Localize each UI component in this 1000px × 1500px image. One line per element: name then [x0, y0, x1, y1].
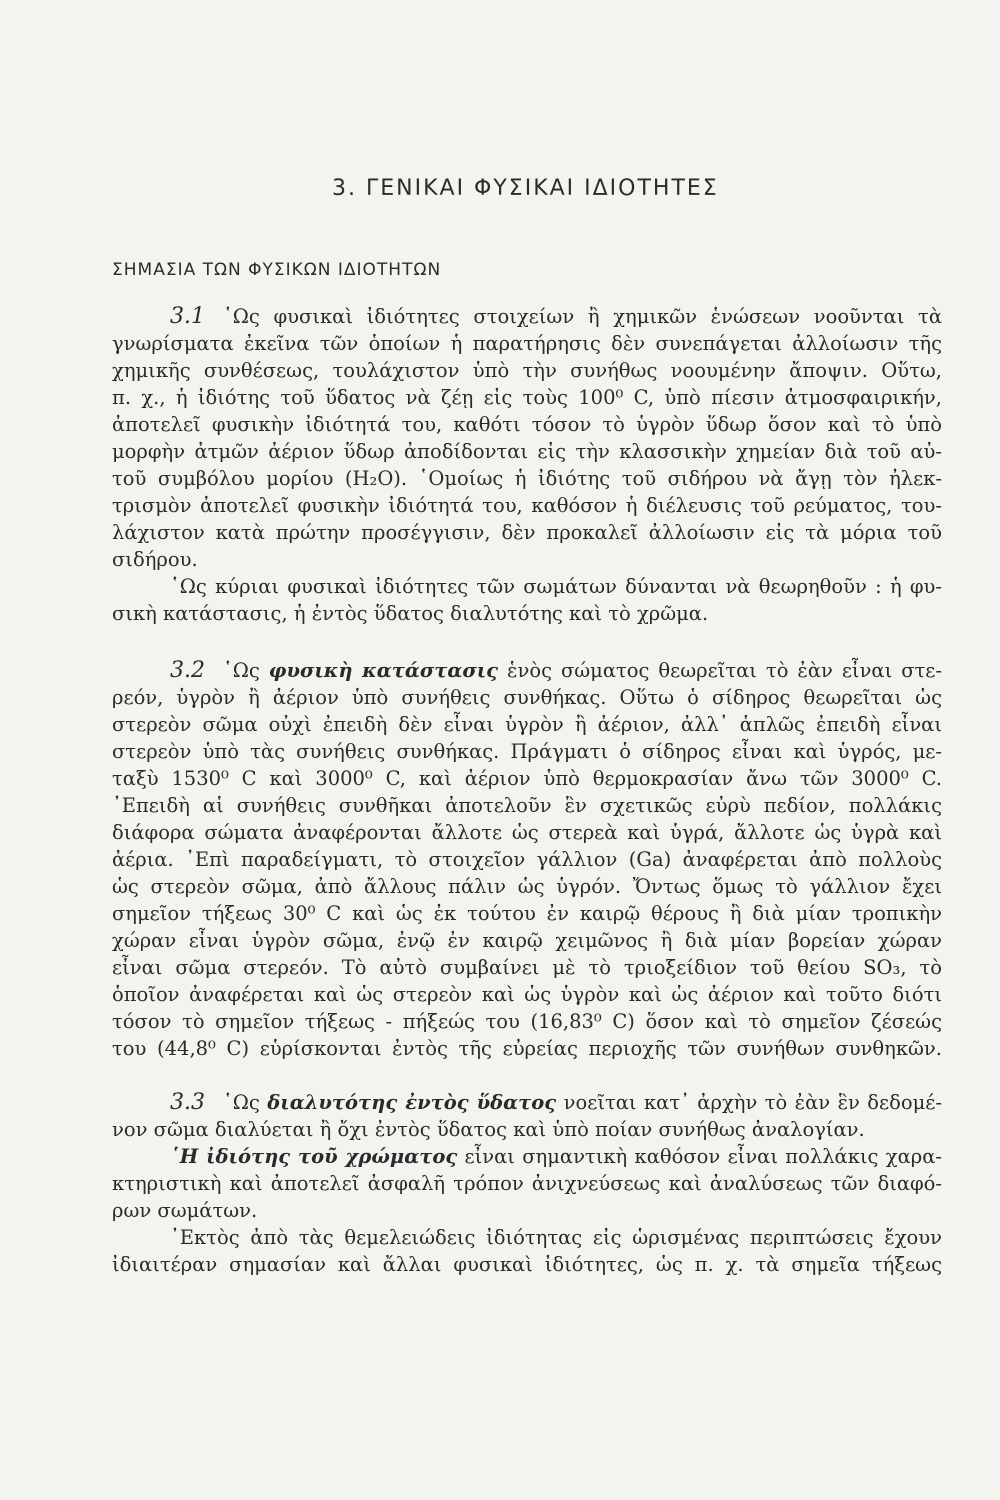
paragraph-line: ἰδιαιτέραν σημασίαν καὶ ἄλλαι φυσικαὶ ἰδιότητες, ὡς π. χ. τὰ σημεῖα τήξεως [112, 1253, 942, 1276]
section-number: 3.1 [170, 304, 205, 329]
paragraph-line: 3.1 ῾Ως φυσικαὶ ἰδιότητες στοιχείων ἢ χημικῶν ἑνώσεων νοοῦνται τὰ [170, 304, 942, 329]
section-3-2 [112, 657, 942, 1062]
term-solubility: διαλυτότης ἐντὸς ὕδατος [267, 1091, 557, 1114]
paragraph-line: λάχιστον κατὰ πρώτην προσέγγισιν, δὲν προκαλεῖ ἀλλοίωσιν εἰς τὰ μόρια τοῦ [112, 521, 942, 544]
paragraph-line: στερεὸν σῶμα οὐχὶ ἐπειδὴ δὲν εἶναι ὑγρὸν ἢ ἀέριον, ἀλλ᾽ ἁπλῶς ἐπειδὴ εἶναι [112, 713, 942, 736]
section-number: 3.2 [170, 658, 205, 683]
paragraph-line: 3.2 ῾Ως φυσικὴ κατάστασις ἑνὸς σώματος θεωρεῖται τὸ ἐὰν εἶναι στε- [170, 658, 942, 683]
paragraph-line: νον σῶμα διαλύεται ἢ ὄχι ἐντὸς ὕδατος καὶ ὑπὸ ποίαν συνήθως ἀναλογίαν. [112, 1118, 865, 1141]
paragraph-line: ρων σωμάτων. [112, 1199, 258, 1222]
paragraph-line: τρισμὸν ἀποτελεῖ φυσικὴν ἰδιότητά του, καθόσον ἡ διέλευσις τοῦ ρεύματος, του- [112, 494, 942, 517]
paragraph-line: σιδήρου. [112, 548, 198, 571]
paragraph-line: ταξὺ 1530⁰ C καὶ 3000⁰ C, καὶ ἀέριον ὑπὸ θερμοκρασίαν ἄνω τῶν 3000⁰ C. [112, 767, 942, 790]
paragraph-line: του (44,8⁰ C) εὑρίσκονται ἐντὸς τῆς εὐρείας περιοχῆς τῶν συνήθων συνθηκῶν. [112, 1037, 942, 1060]
term-colour: ῾Η ἰδιότης τοῦ χρώματος [170, 1145, 458, 1168]
paragraph-line: γνωρίσματα ἐκεῖνα τῶν ὁποίων ἡ παρατήρησις δὲν συνεπάγεται ἀλλοίωσιν τῆς [112, 332, 942, 355]
paragraph-line: τόσον τὸ σημεῖον τήξεως - πήξεώς του (16,83⁰ C) ὅσον καὶ τὸ σημεῖον ζέσεώς [112, 1010, 942, 1033]
paragraph-line: σημεῖον τήξεως 30⁰ C καὶ ὡς ἐκ τούτου ἐν καιρῷ θέρους ἢ διὰ μίαν τροπικὴν [112, 902, 942, 925]
term-physical-state: φυσικὴ κατάστασις [268, 659, 499, 682]
section-3-3 [112, 1089, 942, 1278]
paragraph-line: ᾿Επειδὴ αἱ συνήθεις συνθῆκαι ἀποτελοῦν ἓν σχετικῶς εὐρὺ πεδίον, πολλάκις [112, 794, 942, 817]
paragraph-line: ὡς στερεὸν σῶμα, ἀπὸ ἄλλους πάλιν ὡς ὑγρόν. Ὄντως ὅμως τὸ γάλλιον ἔχει [112, 875, 942, 898]
paragraph-line: τοῦ συμβόλου μορίου (H₂O). ῾Ομοίως ἡ ἰδιότης τοῦ σιδήρου νὰ ἄγῃ τὸν ἠλεκ- [112, 467, 942, 490]
paragraph-line: σικὴ κατάστασις, ἡ ἐντὸς ὕδατος διαλυτότης καὶ τὸ χρῶμα. [112, 602, 709, 625]
paragraph-line: στερεὸν ὑπὸ τὰς συνήθεις συνθήκας. Πράγματι ὁ σίδηρος εἶναι καὶ ὑγρός, με- [112, 740, 942, 763]
section-heading: ΣΗΜΑΣΙΑ ΤΩΝ ΦΥΣΙΚΩΝ ΙΔΙΟΤΗΤΩΝ [112, 260, 442, 280]
paragraph-line: ὁποῖον ἀναφέρεται καὶ ὡς στερεὸν καὶ ὡς ὑγρὸν καὶ ὡς ἀέριον καὶ τοῦτο διότι [112, 983, 942, 1006]
paragraph-line: ρεόν, ὑγρὸν ἢ ἀέριον ὑπὸ συνήθεις συνθήκας. Οὕτω ὁ σίδηρος θεωρεῖται ὡς [112, 686, 942, 709]
paragraph-line: ῾Η ἰδιότης τοῦ χρώματος εἶναι σημαντικὴ καθόσον εἶναι πολλάκις χαρα- [170, 1145, 942, 1168]
paragraph-line: ῾Ως κύριαι φυσικαὶ ἰδιότητες τῶν σωμάτων δύνανται νὰ θεωρηθοῦν : ἡ φυ- [170, 575, 942, 598]
paragraph-line: ἀέρια. ᾿Επὶ παραδείγματι, τὸ στοιχεῖον γάλλιον (Ga) ἀναφέρεται ἀπὸ πολλοὺς [112, 848, 942, 871]
paragraph-line: χημικῆς συνθέσεως, τουλάχιστον ὑπὸ τὴν συνήθως νοουμένην ἄποψιν. Οὕτω, [112, 359, 942, 382]
paragraph-line: ᾿Εκτὸς ἀπὸ τὰς θεμελειώδεις ἰδιότητας εἰς ὡρισμένας περιπτώσεις ἔχουν [170, 1226, 942, 1249]
chapter-title: 3. ΓΕΝΙΚΑΙ ΦΥΣΙΚΑΙ ΙΔΙΟΤΗΤΕΣ [332, 176, 719, 201]
section-number: 3.3 [170, 1090, 205, 1115]
paragraph-line: χώραν εἶναι ὑγρὸν σῶμα, ἐνῷ ἐν καιρῷ χειμῶνος ἢ διὰ μίαν βορείαν χώραν [112, 929, 942, 952]
section-3-1 [112, 303, 942, 627]
body-text [112, 303, 942, 1278]
paragraph-line: κτηριστικὴ καὶ ἀποτελεῖ ἀσφαλῆ τρόπον ἀνιχνεύσεως καὶ ἀναλύσεως τῶν διαφό- [112, 1172, 942, 1195]
paragraph-line: π. χ., ἡ ἰδιότης τοῦ ὕδατος νὰ ζέῃ εἰς τοὺς 100⁰ C, ὑπὸ πίεσιν ἀτμοσφαιρικήν, [112, 386, 942, 409]
paragraph-line: μορφὴν ἀτμῶν ἀέριον ὕδωρ ἀποδίδονται εἰς τὴν κλασσικὴν χημείαν διὰ τοῦ αὐ- [112, 440, 942, 463]
paragraph-line: 3.3 ῾Ως διαλυτότης ἐντὸς ὕδατος νοεῖται κατ᾽ ἀρχὴν τὸ ἐὰν ἓν δεδομέ- [170, 1090, 942, 1115]
paragraph-line: εἶναι σῶμα στερεόν. Τὸ αὐτὸ συμβαίνει μὲ τὸ τριοξείδιον τοῦ θείου SO₃, τὸ [112, 956, 942, 979]
paragraph-line: διάφορα σώματα ἀναφέρονται ἄλλοτε ὡς στερεὰ καὶ ὑγρά, ἄλλοτε ὡς ὑγρὰ καὶ [112, 821, 942, 844]
paragraph-line: ἀποτελεῖ φυσικὴν ἰδιότητά του, καθότι τόσον τὸ ὑγρὸν ὕδωρ ὅσον καὶ τὸ ὑπὸ [112, 413, 942, 436]
